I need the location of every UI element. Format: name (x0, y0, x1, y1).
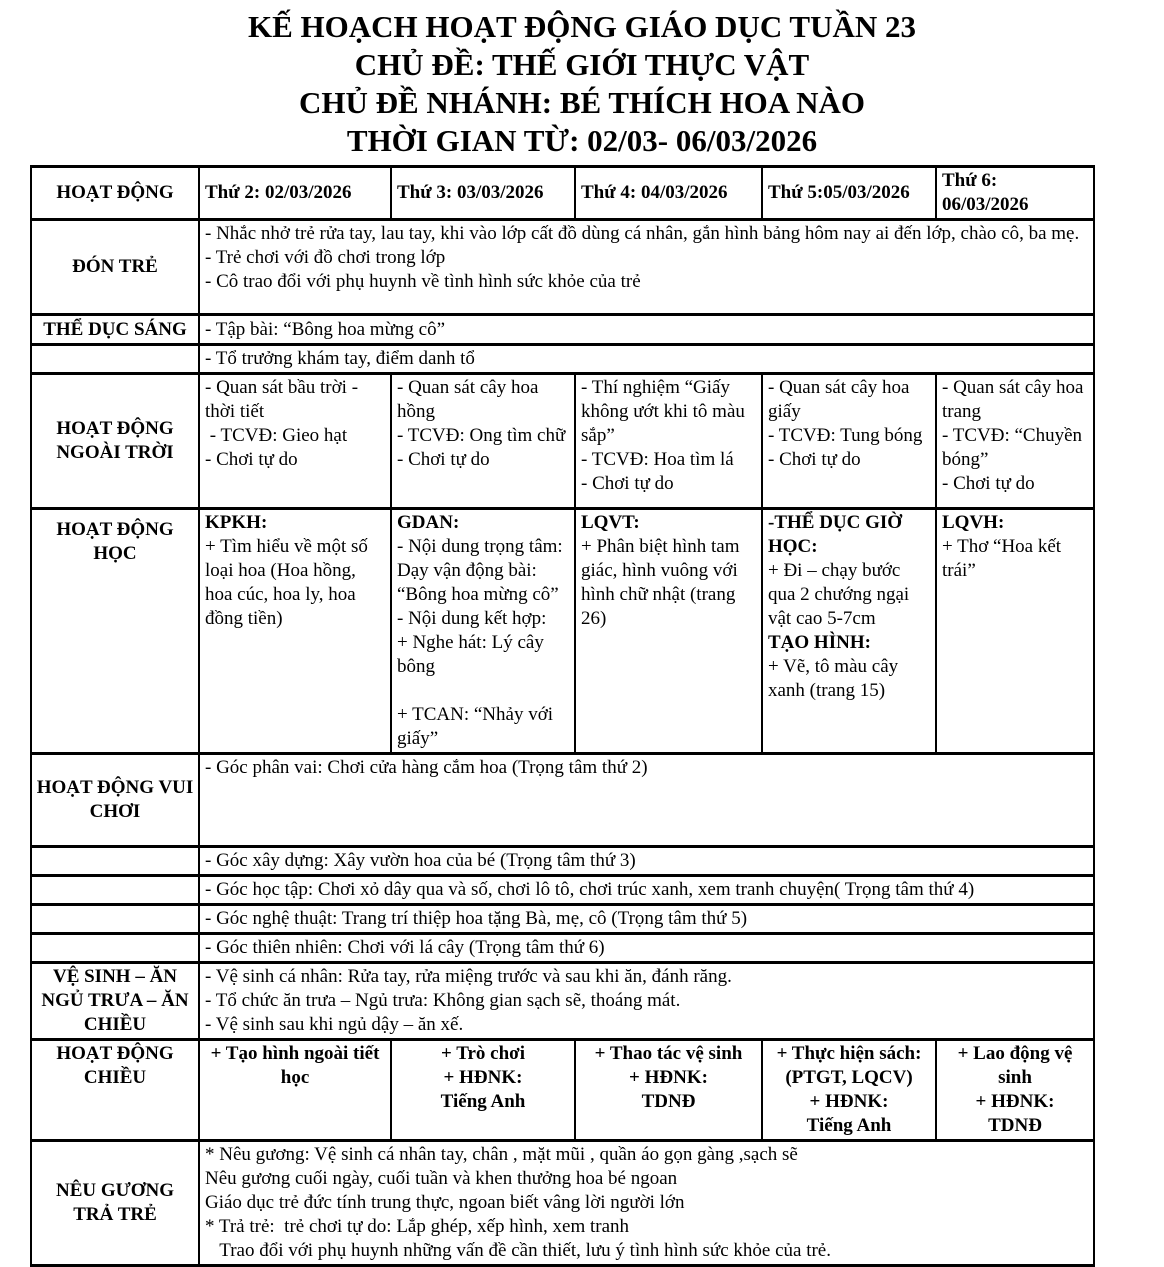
cell-line: + HĐNK: (809, 1091, 889, 1112)
row-neu-guong (31, 1141, 1094, 1266)
cell-line: + Tìm hiểu về một số loại hoa (Hoa hồng, hoa cúc, hoa ly, hoa đồng tiền) (205, 536, 373, 629)
title-line-daterange: THỜI GIAN TỪ: 02/03- 06/03/2026 (346, 123, 818, 158)
ve-sinh-line: - Tổ chức ăn trưa – Ngủ trưa: Không gian sạch sẽ, thoáng mát. (205, 990, 681, 1011)
label-hoc: HOẠT ĐỘNG HỌC (31, 509, 199, 754)
goc-line: - Góc thiên nhiên: Chơi với lá cây (Trọng tâm thứ 6) (205, 937, 605, 958)
subject-title: LQVH: (942, 512, 1005, 533)
ve-sinh-line: - Vệ sinh sau khi ngủ dậy – ăn xế. (205, 1014, 464, 1035)
title-line-subtheme: CHỦ ĐỀ NHÁNH: BÉ THÍCH HOA NÀO (298, 85, 866, 120)
ngoai-troi-monday (199, 374, 391, 509)
cell-line: TDNĐ (988, 1115, 1042, 1136)
cell-line: - Quan sát cây hoa trang (942, 377, 1089, 422)
subject-title: TẠO HÌNH: (768, 632, 871, 653)
don-tre-line: - Trẻ chơi với đồ chơi trong lớp (205, 247, 446, 268)
goc-xay-dung-content (199, 847, 1094, 876)
cell-line: + Thơ “Hoa kết trái” (942, 536, 1066, 581)
cell-line: + Tạo hình ngoài tiết học (210, 1043, 385, 1088)
cell-line: - Quan sát cây hoa giấy (768, 377, 915, 422)
weekly-schedule-table (30, 165, 1095, 1267)
neu-guong-line: * Trả trẻ: trẻ chơi tự do: Lắp ghép, xếp hình, xem tranh (205, 1216, 630, 1237)
don-tre-content (199, 220, 1094, 315)
ve-sinh-content (199, 963, 1094, 1040)
goc-hoc-tap-content (199, 876, 1094, 905)
the-duc-sang-line: - Tập bài: “Bông hoa mừng cô” (205, 318, 445, 340)
label-ngoai-troi: HOẠT ĐỘNG NGOÀI TRỜI (31, 374, 199, 509)
label-ve-sinh: VỆ SINH – ĂN NGỦ TRƯA – ĂN CHIỀU (31, 963, 199, 1040)
cell-line: - TCVĐ: “Chuyền bóng” (942, 425, 1087, 470)
row-goc-thien-nhien (31, 934, 1094, 963)
cell-line: - TCVĐ: Tung bóng (768, 425, 923, 446)
cell-line: + HĐNK: (975, 1091, 1055, 1112)
diem-danh-content (199, 345, 1094, 374)
label-chieu: HOẠT ĐỘNG CHIỀU (31, 1040, 199, 1141)
don-tre-line: - Cô trao đổi với phụ huynh về tình hình sức khỏe của trẻ (205, 271, 641, 292)
ve-sinh-line: - Vệ sinh cá nhân: Rửa tay, rửa miệng trước và sau khi ăn, đánh răng. (205, 966, 732, 987)
cell-line: - Chơi tự do (397, 449, 490, 470)
ngoai-troi-friday (936, 374, 1094, 509)
neu-guong-line: * Nêu gương: Vệ sinh cá nhân tay, chân , mặt mũi , quần áo gọn gàng ,sạch sẽ (205, 1144, 798, 1165)
row-diem-danh (31, 345, 1094, 374)
ngoai-troi-thursday (762, 374, 936, 509)
row-vui-choi (31, 754, 1094, 847)
header-day-friday: Thứ 6: 06/03/2026 (936, 167, 1094, 220)
neu-guong-line: Trao đổi với phụ huynh những vấn đề cần thiết, lưu ý tình hình sức khỏe của trẻ. (205, 1240, 831, 1261)
ngoai-troi-wednesday (575, 374, 762, 509)
vui-choi-main-content (199, 754, 1094, 847)
neu-guong-line: Giáo dục trẻ đức tính trung thực, ngoan biết vâng lời người lớn (205, 1192, 685, 1213)
hoc-wednesday (575, 509, 762, 754)
label-empty (31, 934, 199, 963)
label-vui-choi: HOẠT ĐỘNG VUI CHƠI (31, 754, 199, 847)
cell-line: (PTGT, LQCV) (785, 1067, 913, 1088)
header-day-tuesday: Thứ 3: 03/03/2026 (391, 167, 575, 220)
cell-line: - Chơi tự do (768, 449, 861, 470)
cell-line: - Quan sát cây hoa hồng (397, 377, 544, 422)
cell-line: - TCVĐ: Hoa tìm lá (581, 449, 734, 470)
label-empty (31, 905, 199, 934)
cell-line: TDNĐ (641, 1091, 696, 1112)
cell-line: - Nội dung kết hợp: (397, 608, 547, 629)
cell-line: + Lao động vệ sinh (957, 1043, 1078, 1088)
subject-title: LQVT: (581, 512, 640, 533)
row-ngoai-troi (31, 374, 1094, 509)
header-row (31, 167, 1094, 220)
ngoai-troi-tuesday (391, 374, 575, 509)
goc-thien-nhien-content (199, 934, 1094, 963)
title-line-theme: CHỦ ĐỀ: THẾ GIỚI THỰC VẬT (354, 47, 810, 82)
row-hoc (31, 509, 1094, 754)
cell-line: + Thao tác vệ sinh (594, 1043, 743, 1064)
goc-line: - Góc nghệ thuật: Trang trí thiệp hoa tặng Bà, mẹ, cô (Trọng tâm thứ 5) (205, 908, 748, 929)
label-empty (31, 345, 199, 374)
row-goc-xay-dung (31, 847, 1094, 876)
label-empty (31, 876, 199, 905)
cell-line: + Vẽ, tô màu cây xanh (trang 15) (768, 656, 903, 701)
goc-nghe-thuat-content (199, 905, 1094, 934)
chieu-wednesday (575, 1040, 762, 1141)
header-day-monday: Thứ 2: 02/03/2026 (199, 167, 391, 220)
cell-line: + HĐNK: (629, 1067, 708, 1088)
cell-line: + Nghe hát: Lý cây bông (397, 632, 549, 677)
row-goc-hoc-tap (31, 876, 1094, 905)
subject-title: GDAN: (397, 512, 460, 533)
cell-line: - Quan sát bầu trời - thời tiết (205, 377, 363, 422)
row-don-tre (31, 220, 1094, 315)
subject-title: -THỂ DỤC GIỜ HỌC: (768, 512, 907, 557)
row-ve-sinh (31, 963, 1094, 1040)
hoc-thursday (762, 509, 936, 754)
cell-line: - Thí nghiệm “Giấy không ướt khi tô màu sắp” (581, 377, 750, 446)
cell-line: + Thực hiện sách: (776, 1043, 922, 1064)
cell-line: Tiếng Anh (440, 1091, 526, 1112)
cell-line: + Phân biệt hình tam giác, hình vuông với hình chữ nhật (trang 26) (581, 536, 745, 629)
chieu-monday (199, 1040, 391, 1141)
neu-guong-line: Nêu gương cuối ngày, cuối tuần và khen thưởng hoa bé ngoan (205, 1168, 678, 1189)
cell-line: + Trò chơi (441, 1043, 525, 1064)
header-day-thursday: Thứ 5:05/03/2026 (762, 167, 936, 220)
cell-line: - Nội dung trọng tâm: Dạy vận động bài: “Bông hoa mừng cô” (397, 536, 568, 605)
cell-line: + HĐNK: (443, 1067, 523, 1088)
chieu-friday (936, 1040, 1094, 1141)
hoc-monday (199, 509, 391, 754)
hoc-tuesday (391, 509, 575, 754)
label-empty (31, 847, 199, 876)
goc-line: - Góc học tập: Chơi xỏ dây qua và số, chơi lô tô, chơi trúc xanh, xem tranh chuyện( Trọng tâm thứ 4) (205, 879, 975, 900)
subject-title: KPKH: (205, 512, 268, 533)
the-duc-sang-content (199, 315, 1094, 345)
label-the-duc-sang: THỂ DỤC SÁNG (31, 315, 199, 345)
header-day-wednesday: Thứ 4: 04/03/2026 (575, 167, 762, 220)
header-activity: HOẠT ĐỘNG (31, 167, 199, 220)
cell-line: - Chơi tự do (205, 449, 298, 470)
cell-line: - Chơi tự do (942, 473, 1035, 494)
cell-line: - TCVĐ: Gieo hạt (205, 425, 348, 446)
hoc-friday (936, 509, 1094, 754)
goc-phan-vai-line: - Góc phân vai: Chơi cửa hàng cắm hoa (Trọng tâm thứ 2) (205, 757, 648, 778)
chieu-thursday (762, 1040, 936, 1141)
cell-line: - TCVĐ: Ong tìm chữ (397, 425, 566, 446)
cell-line: + TCAN: “Nhảy với giấy” (397, 704, 558, 749)
neu-guong-content (199, 1141, 1094, 1266)
don-tre-line: - Nhắc nhở trẻ rửa tay, lau tay, khi vào lớp cất đồ dùng cá nhân, gắn hình bảng hôm nay ai đến lớp, chào cô, ba mẹ. (205, 223, 1080, 244)
label-neu-guong: NÊU GƯƠNG TRẢ TRẺ (31, 1141, 199, 1266)
cell-line: Tiếng Anh (806, 1115, 892, 1136)
diem-danh-line: - Tổ trưởng khám tay, điểm danh tổ (205, 348, 475, 369)
row-chieu (31, 1040, 1094, 1141)
cell-line: + Đi – chạy bước qua 2 chướng ngại vật cao 5-7cm (768, 560, 914, 629)
row-goc-nghe-thuat (31, 905, 1094, 934)
document-title (0, 0, 1164, 160)
blank-line (397, 679, 569, 703)
goc-line: - Góc xây dựng: Xây vườn hoa của bé (Trọng tâm thứ 3) (205, 850, 636, 871)
chieu-tuesday (391, 1040, 575, 1141)
row-the-duc-sang (31, 315, 1094, 345)
cell-line: - Chơi tự do (581, 473, 674, 494)
label-don-tre: ĐÓN TRẺ (31, 220, 199, 315)
title-line-week: KẾ HOẠCH HOẠT ĐỘNG GIÁO DỤC TUẦN 23 (248, 9, 916, 44)
